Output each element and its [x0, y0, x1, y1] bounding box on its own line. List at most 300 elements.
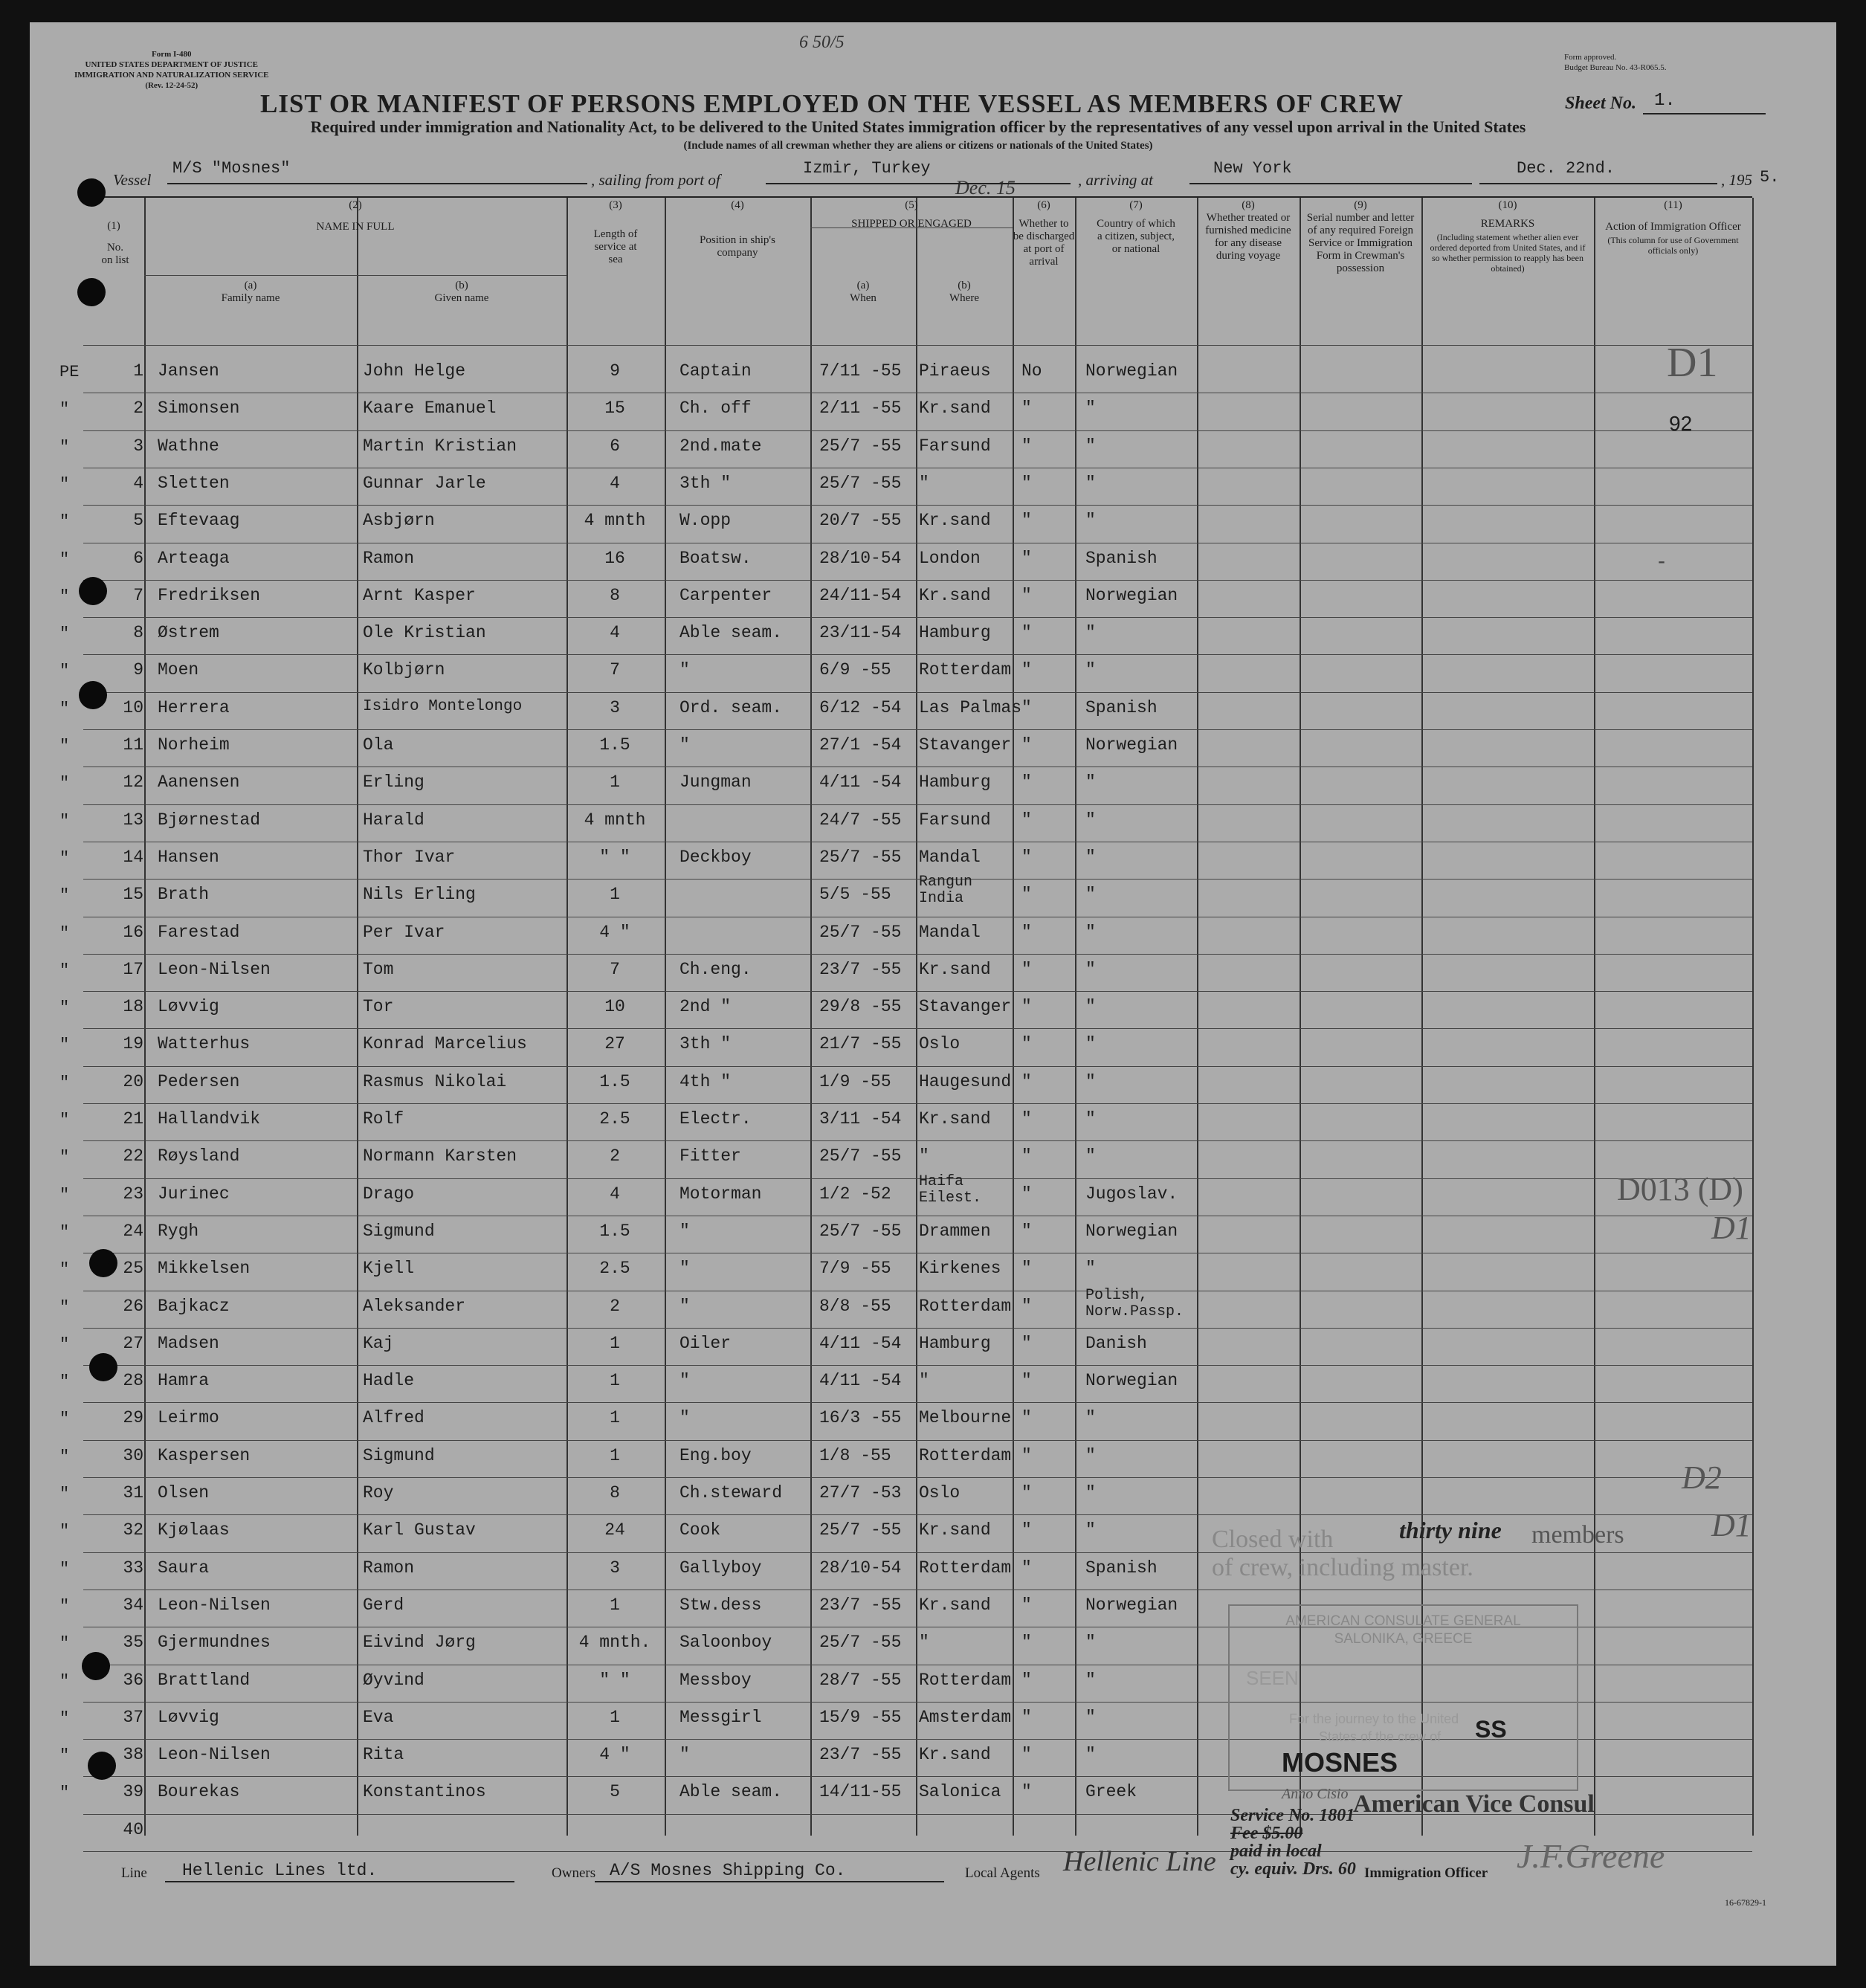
owners-underline	[595, 1881, 944, 1882]
cell-family: Gjermundnes	[158, 1633, 271, 1653]
agents-value: Hellenic Line	[1063, 1846, 1216, 1877]
departure-port: Izmir, Turkey	[803, 159, 931, 178]
cell-disch: "	[1021, 1296, 1032, 1316]
cell-family: Fredriksen	[158, 585, 261, 605]
cell-country: "	[1085, 1745, 1096, 1765]
date-underline	[1479, 183, 1717, 184]
cell-when: 6/12 -54	[819, 697, 902, 717]
cell-length: 1	[610, 772, 620, 793]
col2-title: NAME IN FULL	[316, 221, 395, 233]
cell-country: Spanish	[1085, 697, 1158, 717]
cell-country: "	[1085, 1520, 1096, 1540]
cell-length: 8	[610, 585, 620, 605]
cell-position: W.opp	[679, 511, 732, 531]
row-mark: "	[59, 662, 70, 681]
cell-position: "	[679, 1221, 690, 1241]
cell-no: 25	[123, 1259, 143, 1279]
cell-when: 25/7 -55	[819, 847, 902, 867]
cell-family: Simonsen	[158, 398, 240, 419]
cell-position: "	[679, 1296, 690, 1316]
cell-when: 23/7 -55	[819, 959, 902, 979]
cell-no: 24	[123, 1221, 143, 1241]
row-mark: "	[59, 1708, 70, 1728]
cell-no: 21	[123, 1109, 143, 1129]
cell-where: Oslo	[919, 1034, 961, 1054]
cell-length: 1.5	[599, 735, 630, 755]
cell-given: Hadle	[363, 1371, 415, 1391]
cell-when: 4/11 -54	[819, 1371, 902, 1391]
cell-position: "	[679, 660, 690, 680]
cell-position: Cook	[679, 1520, 721, 1540]
stamp-consulate: AMERICAN CONSULATE GENERAL	[1285, 1613, 1521, 1629]
cell-given: Eivind Jørg	[363, 1633, 476, 1653]
row-mark: "	[59, 961, 70, 980]
cell-no: 5	[133, 511, 143, 531]
year-digit: 5.	[1760, 168, 1780, 187]
cell-country: "	[1085, 1109, 1096, 1129]
sailing-label: , sailing from port of	[591, 171, 720, 189]
cell-length: 1	[610, 1595, 620, 1615]
row-rule	[83, 1514, 1752, 1515]
cell-disch: "	[1021, 1221, 1032, 1241]
cell-length: 4	[610, 1184, 620, 1204]
cell-family: Østrem	[158, 623, 219, 643]
cell-disch: "	[1021, 735, 1032, 755]
row-mark: "	[59, 1671, 70, 1691]
cell-country: Norwegian	[1085, 1595, 1178, 1615]
cell-given: Ole Kristian	[363, 623, 486, 643]
cell-country: Norwegian	[1085, 585, 1178, 605]
row-mark: "	[59, 587, 70, 606]
cell-given: Asbjørn	[363, 511, 435, 531]
vessel-name: M/S "Mosnes"	[172, 159, 291, 178]
cell-when: 7/9 -55	[819, 1259, 891, 1279]
service-fee-note	[1230, 1807, 1356, 1878]
cell-where: Hamburg	[919, 772, 991, 793]
cell-when: 25/7 -55	[819, 1146, 902, 1166]
col2a-header	[144, 280, 357, 305]
include-note: (Include names of all crewman whether they are aliens or citizens or nationals of the United States)	[683, 140, 1153, 152]
cell-no: 23	[123, 1184, 143, 1204]
cell-no: 18	[123, 997, 143, 1017]
cell-where: "	[919, 1146, 929, 1166]
cell-where: Rotterdam	[919, 1296, 1012, 1316]
remark-dash: -	[1658, 549, 1665, 573]
col5-number: (5)	[905, 199, 918, 211]
col2b-letter: (b)	[455, 280, 468, 291]
cell-country: "	[1085, 810, 1096, 830]
stamp-ship-name: MOSNES	[1282, 1747, 1398, 1778]
cell-given: Gerd	[363, 1595, 404, 1615]
cell-disch: "	[1021, 1034, 1032, 1054]
cell-no: 11	[123, 735, 143, 755]
cell-given: Sigmund	[363, 1445, 435, 1465]
row-mark: "	[59, 1335, 70, 1354]
row-mark: "	[59, 1485, 70, 1503]
cell-disch: "	[1021, 1371, 1032, 1391]
cell-position: Jungman	[679, 772, 752, 793]
col6-number: (6)	[1037, 199, 1050, 211]
vessel-label: Vessel	[113, 171, 152, 189]
cell-no: 31	[123, 1483, 143, 1503]
cell-no: 3	[133, 436, 143, 456]
cell-disch: No	[1021, 361, 1042, 381]
page-title: LIST OR MANIFEST OF PERSONS EMPLOYED ON THE VESSEL AS MEMBERS OF CREW	[260, 89, 1404, 118]
row-mark: "	[59, 1148, 70, 1167]
cell-length: 24	[604, 1520, 625, 1540]
col2-subheader-rule	[144, 275, 566, 276]
cell-when: 14/11-55	[819, 1782, 902, 1802]
agents-label: Local Agents	[965, 1865, 1040, 1881]
closed-statement-1: Closed with	[1212, 1526, 1334, 1553]
cell-when: 2/11 -55	[819, 398, 902, 419]
fee-equivalent: cy. equiv. Drs. 60	[1230, 1859, 1356, 1879]
vice-consul-title: American Vice Consul	[1353, 1790, 1595, 1818]
cell-given: Rolf	[363, 1109, 404, 1129]
cell-disch: "	[1021, 1445, 1032, 1465]
cell-position: Messgirl	[679, 1707, 762, 1727]
cell-given: Konstantinos	[363, 1782, 486, 1802]
cell-given: Sigmund	[363, 1221, 435, 1241]
row-rule	[83, 1066, 1752, 1067]
row-rule	[83, 1552, 1752, 1553]
closed-statement-3: of crew, including master.	[1212, 1554, 1473, 1581]
cell-no: 37	[123, 1707, 143, 1727]
row-mark: "	[59, 1036, 70, 1055]
cell-when: 27/7 -53	[819, 1483, 902, 1503]
cell-no: 7	[133, 585, 143, 605]
cell-country: Spanish	[1085, 548, 1158, 568]
stamp-city: SALONIKA, GREECE	[1334, 1631, 1473, 1647]
row-mark: "	[59, 1559, 70, 1578]
cell-family: Wathne	[158, 436, 219, 456]
cell-length: " "	[599, 847, 630, 867]
bureau-number: Budget Bureau No. 43-R065.5.	[1564, 63, 1667, 72]
row-rule	[83, 1178, 1752, 1179]
cell-country: "	[1085, 1483, 1096, 1503]
cell-length: 1.5	[599, 1221, 630, 1241]
cell-where: Mandal	[919, 847, 981, 867]
cell-when: 25/7 -55	[819, 1221, 902, 1241]
row-mark: "	[59, 1222, 70, 1242]
cell-length: 2.5	[599, 1109, 630, 1129]
cell-disch: "	[1021, 1146, 1032, 1166]
row-mark: "	[59, 848, 70, 868]
cell-length: 5	[610, 1782, 620, 1802]
owners-label: Owners	[552, 1865, 596, 1881]
cell-length: 1	[610, 1445, 620, 1465]
cell-where: Kr.sand	[919, 959, 991, 979]
cell-position: 3th "	[679, 473, 732, 493]
cell-given: Thor Ivar	[363, 847, 456, 867]
cell-country: "	[1085, 1259, 1096, 1279]
cell-position: 3th "	[679, 1034, 732, 1054]
cell-where: "	[919, 1633, 929, 1653]
cell-country: Norwegian	[1085, 735, 1178, 755]
row-rule	[83, 617, 1752, 618]
col8-number: (8)	[1242, 199, 1255, 211]
cell-when: 23/11-54	[819, 623, 902, 643]
department: UNITED STATES DEPARTMENT OF JUSTICE	[85, 60, 258, 69]
cell-disch: "	[1021, 997, 1032, 1017]
cell-family: Bourekas	[158, 1782, 240, 1802]
cell-where: Piraeus	[919, 361, 991, 381]
col5b-letter: (b)	[958, 280, 971, 291]
row-mark: "	[59, 774, 70, 793]
port-underline	[766, 183, 1071, 184]
row-rule	[83, 804, 1752, 805]
row-rule	[83, 1851, 1752, 1852]
row-mark: "	[59, 400, 70, 419]
row-mark: "	[59, 549, 70, 569]
cell-when: 25/7 -55	[819, 922, 902, 942]
cell-when: 7/11 -55	[819, 361, 902, 381]
col10-header	[1421, 199, 1594, 274]
col-divider	[1752, 198, 1754, 1836]
cell-position: Able seam.	[679, 1782, 783, 1802]
cell-given: Ramon	[363, 548, 415, 568]
cell-where: Rotterdam	[919, 1558, 1012, 1578]
col3-header	[566, 199, 665, 266]
col11-subtitle: (This column for use of Government officials only)	[1607, 235, 1739, 256]
fee-paid-note: paid in local	[1230, 1842, 1322, 1861]
cell-country: "	[1085, 511, 1096, 531]
col4-header	[665, 199, 810, 259]
cell-disch: "	[1021, 1782, 1032, 1802]
cell-position: Deckboy	[679, 847, 752, 867]
year-label: , 195	[1721, 171, 1752, 189]
cell-no: 22	[123, 1146, 143, 1166]
cell-position: "	[679, 1371, 690, 1391]
cell-no: 13	[123, 810, 143, 830]
cell-country: "	[1085, 1146, 1096, 1166]
row-mark: PE	[59, 363, 80, 381]
punch-hole	[79, 577, 107, 605]
cell-disch: "	[1021, 922, 1032, 942]
cell-where: Amsterdam	[919, 1707, 1012, 1727]
cell-position: Electr.	[679, 1109, 752, 1129]
cell-disch: "	[1021, 1109, 1032, 1129]
cell-no: 14	[123, 847, 143, 867]
action-row31: D2	[1682, 1459, 1722, 1496]
col9-number: (9)	[1354, 199, 1367, 211]
cell-length: 3	[610, 1558, 620, 1578]
cell-given: Drago	[363, 1184, 415, 1204]
closed-statement-2: members	[1531, 1521, 1624, 1549]
cell-no: 40	[123, 1819, 143, 1839]
cell-no: 15	[123, 885, 143, 905]
cell-family: Moen	[158, 660, 199, 680]
stamp-ss: SS	[1475, 1716, 1507, 1743]
row-mark: "	[59, 1372, 70, 1392]
cell-family: Hallandvik	[158, 1109, 261, 1129]
cell-country: "	[1085, 922, 1096, 942]
cell-when: 23/7 -55	[819, 1745, 902, 1765]
cell-length: 4 mnth.	[578, 1633, 651, 1653]
cell-given: Konrad Marcelius	[363, 1034, 527, 1054]
cell-no: 12	[123, 772, 143, 793]
row-rule	[83, 1028, 1752, 1029]
col6-title: Whether to be discharged at port of arrival	[1013, 218, 1075, 268]
cell-family: Leon-Nilsen	[158, 1745, 271, 1765]
arriving-label: , arriving at	[1078, 171, 1153, 189]
top-handwritten-note: 6 50/5	[799, 33, 845, 52]
cell-position: Motorman	[679, 1184, 762, 1204]
cell-where: Oslo	[919, 1483, 961, 1503]
punch-hole	[77, 278, 106, 306]
row-mark: "	[59, 474, 70, 494]
arrival-underline	[1189, 183, 1472, 184]
print-code: 16-67829-1	[1725, 1897, 1766, 1908]
col5b-title: Where	[949, 292, 979, 304]
line-underline	[165, 1881, 514, 1882]
col8-header	[1197, 199, 1300, 262]
action-row24: D1	[1711, 1210, 1752, 1246]
cell-disch: "	[1021, 810, 1032, 830]
col2-number: (2)	[349, 199, 362, 211]
cell-where: Stavanger	[919, 997, 1012, 1017]
cell-length: 1	[610, 1333, 620, 1353]
col7-header	[1075, 199, 1197, 256]
cell-given: Rita	[363, 1745, 404, 1765]
cell-country: "	[1085, 436, 1096, 456]
cell-disch: "	[1021, 1633, 1032, 1653]
cell-no: 38	[123, 1745, 143, 1765]
col2-header	[144, 199, 566, 233]
cell-position: Fitter	[679, 1146, 741, 1166]
cell-where: Kr.sand	[919, 511, 991, 531]
cell-disch: "	[1021, 1071, 1032, 1091]
cell-family: Leon-Nilsen	[158, 1595, 271, 1615]
col11-header	[1594, 199, 1752, 256]
cell-given: Eva	[363, 1707, 394, 1727]
col5-title: SHIPPED OR ENGAGED	[851, 218, 972, 230]
cell-given: Nils Erling	[363, 885, 476, 905]
cell-no: 33	[123, 1558, 143, 1578]
service-number: Service No. 1801	[1230, 1806, 1355, 1825]
cell-where: Kr.sand	[919, 1595, 991, 1615]
row-rule	[83, 1365, 1752, 1366]
cell-given: Martin Kristian	[363, 436, 517, 456]
owners-value: A/S Mosnes Shipping Co.	[610, 1861, 846, 1880]
cell-family: Bajkacz	[158, 1296, 230, 1316]
cell-disch: "	[1021, 623, 1032, 643]
cell-no: 26	[123, 1296, 143, 1316]
row-mark: "	[59, 998, 70, 1018]
service-name: IMMIGRATION AND NATURALIZATION SERVICE	[74, 71, 269, 80]
cell-length: 1.5	[599, 1071, 630, 1091]
row-mark: "	[59, 886, 70, 906]
cell-when: 25/7 -55	[819, 473, 902, 493]
cell-given: Rasmus Nikolai	[363, 1071, 507, 1091]
row-mark: "	[59, 699, 70, 718]
cell-disch: "	[1021, 548, 1032, 568]
cell-position: Captain	[679, 361, 752, 381]
cell-given: Ola	[363, 735, 394, 755]
cell-when: 29/8 -55	[819, 997, 902, 1017]
immigration-officer-label: Immigration Officer	[1364, 1865, 1488, 1881]
cell-given: Kolbjørn	[363, 660, 445, 680]
cell-family: Olsen	[158, 1483, 210, 1503]
cell-no: 32	[123, 1520, 143, 1540]
cell-length: 4	[610, 623, 620, 643]
row-rule	[83, 729, 1752, 730]
cell-length: " "	[599, 1670, 630, 1690]
cell-country: "	[1085, 885, 1096, 905]
punch-hole	[88, 1752, 116, 1780]
cell-no: 6	[133, 548, 143, 568]
cell-disch: "	[1021, 1408, 1032, 1428]
cell-length: 1	[610, 1371, 620, 1391]
cell-country: "	[1085, 1445, 1096, 1465]
cell-family: Pedersen	[158, 1071, 240, 1091]
cell-when: 1/8 -55	[819, 1445, 891, 1465]
sheet-label: Sheet No.	[1565, 94, 1636, 113]
cell-length: 3	[610, 697, 620, 717]
cell-country: "	[1085, 1633, 1096, 1653]
cell-no: 16	[123, 922, 143, 942]
cell-length: 7	[610, 660, 620, 680]
cell-given: John Helge	[363, 361, 466, 381]
cell-country: "	[1085, 1071, 1096, 1091]
col2b-title: Given name	[434, 292, 489, 304]
col11-title: Action of Immigration Officer	[1605, 221, 1741, 233]
cell-where: Kr.sand	[919, 585, 991, 605]
row-rule	[83, 580, 1752, 581]
cell-country: Spanish	[1085, 1558, 1158, 1578]
cell-given: Per Ivar	[363, 922, 445, 942]
col8-title: Whether treated or furnished medicine for any disease during voyage	[1205, 212, 1291, 262]
cell-position: Ch.steward	[679, 1483, 783, 1503]
cell-no: 28	[123, 1371, 143, 1391]
cell-when: 8/8 -55	[819, 1296, 891, 1316]
row-mark: "	[59, 1410, 70, 1429]
cell-family: Leon-Nilsen	[158, 959, 271, 979]
cell-family: Kaspersen	[158, 1445, 251, 1465]
cell-no: 36	[123, 1670, 143, 1690]
col2b-header	[357, 280, 566, 305]
cell-length: 4 "	[599, 1745, 630, 1765]
cell-when: 23/7 -55	[819, 1595, 902, 1615]
cell-given: Arnt Kasper	[363, 585, 476, 605]
col10-number: (10)	[1498, 199, 1517, 211]
cell-family: Brattland	[158, 1670, 251, 1690]
cell-position: Gallyboy	[679, 1558, 762, 1578]
cell-country: "	[1085, 847, 1096, 867]
departure-date-handwritten: Dec. 15	[955, 177, 1016, 199]
cell-where: Kr.sand	[919, 1745, 991, 1765]
closed-crew-count: thirty nine	[1399, 1517, 1502, 1543]
cell-family: Jurinec	[158, 1184, 230, 1204]
cell-family: Eftevaag	[158, 511, 240, 531]
cell-where: Haifa Eilest.	[919, 1172, 982, 1207]
cell-country: Norwegian	[1085, 361, 1178, 381]
cell-when: 25/7 -55	[819, 1520, 902, 1540]
cell-country: "	[1085, 1707, 1096, 1727]
row-rule	[83, 430, 1752, 431]
cell-length: 4	[610, 473, 620, 493]
fee-amount: Fee $5.00	[1230, 1824, 1303, 1843]
requirement-line: Required under immigration and Nationality Act, to be delivered to the United States immigration officer by the representatives of any vessel upon arrival in the United States	[310, 117, 1526, 136]
action-row23: D013 (D)	[1617, 1171, 1743, 1207]
cell-where: Rotterdam	[919, 1445, 1012, 1465]
cell-length: 10	[604, 997, 625, 1017]
row-rule	[83, 505, 1752, 506]
cell-length: 6	[610, 436, 620, 456]
cell-no: 9	[133, 660, 143, 680]
col1-header	[83, 220, 144, 267]
cell-given: Kaare Emanuel	[363, 398, 497, 419]
